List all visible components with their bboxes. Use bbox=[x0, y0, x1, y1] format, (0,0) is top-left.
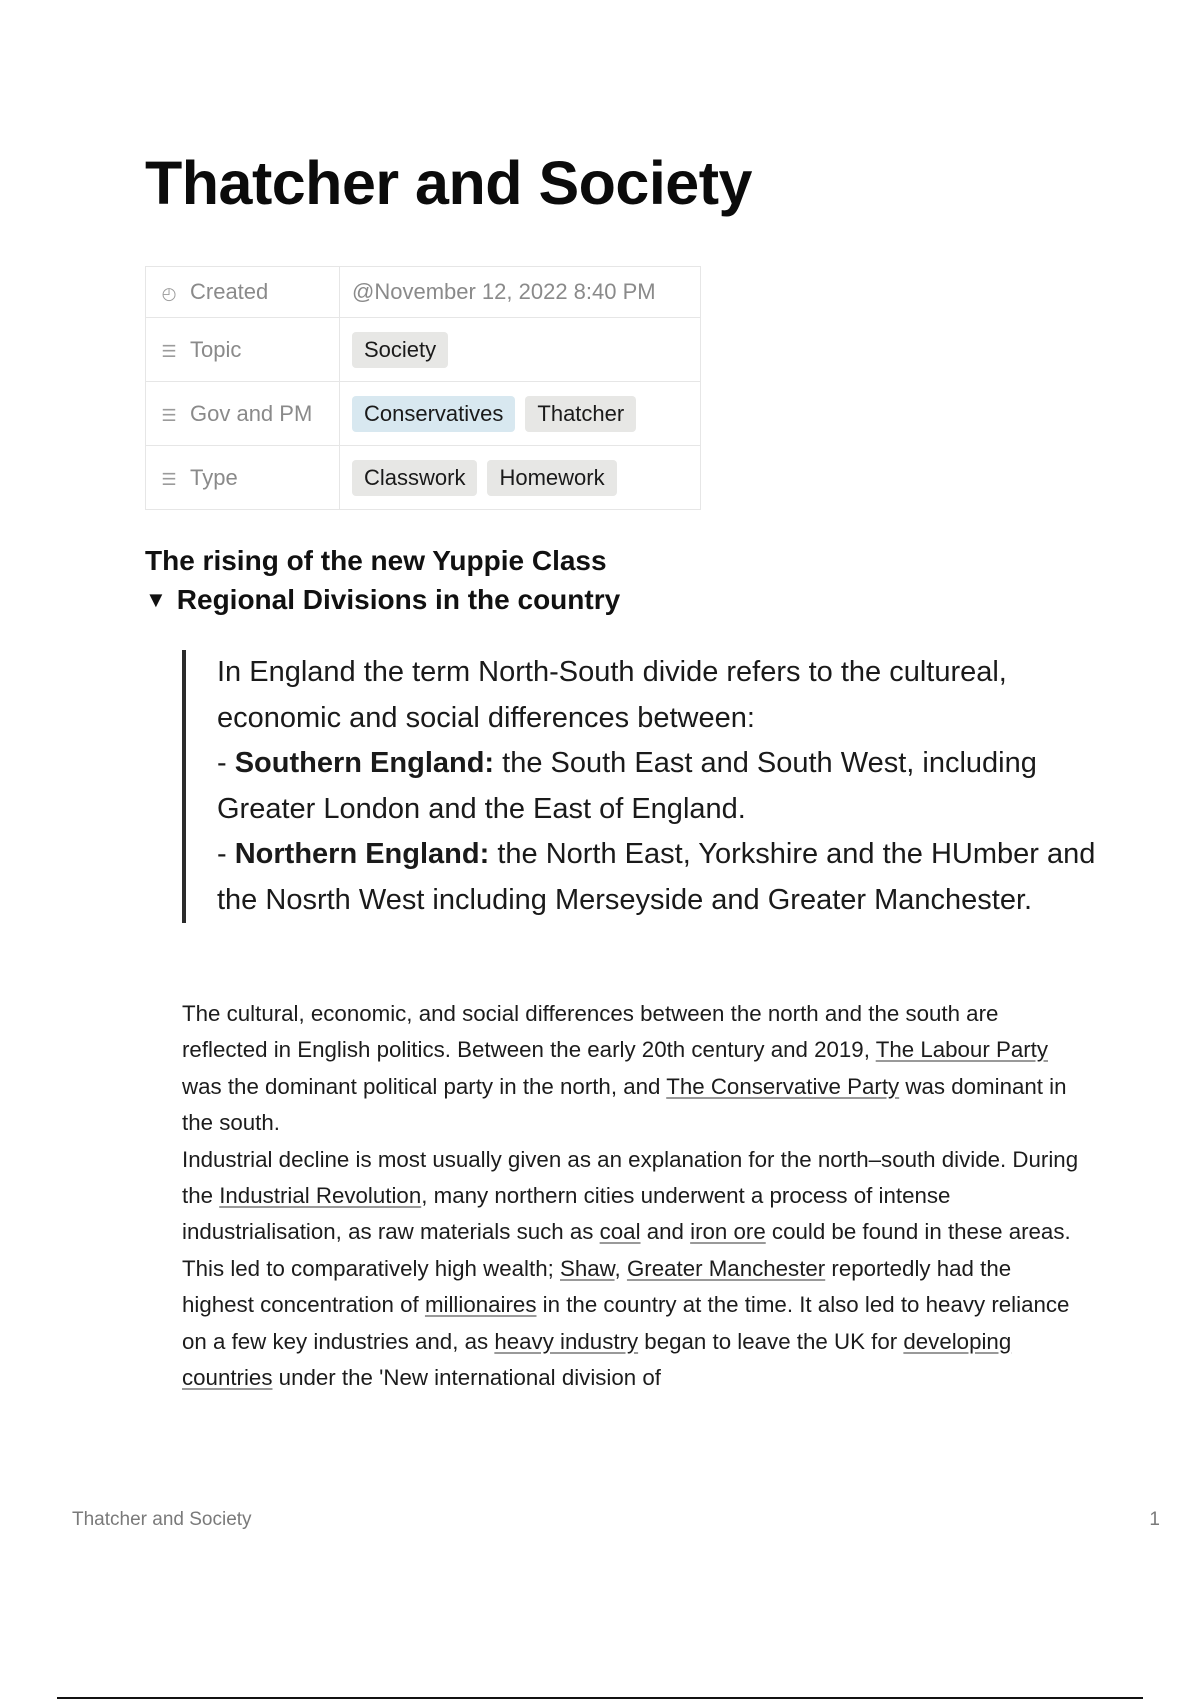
text-run: , bbox=[614, 1255, 627, 1281]
property-row-type bbox=[146, 446, 701, 510]
property-key-created[interactable] bbox=[146, 267, 340, 318]
link-industrial-revolution[interactable]: Industrial Revolution bbox=[219, 1183, 422, 1209]
property-value-topic[interactable] bbox=[340, 318, 701, 382]
quote-north-label: Northern England: bbox=[234, 838, 490, 870]
link-shaw[interactable]: Shaw bbox=[560, 1255, 615, 1281]
property-value-created[interactable]: @November 12, 2022 8:40 PM bbox=[340, 267, 701, 318]
heading-yuppie: The rising of the new Yuppie Class bbox=[145, 545, 607, 576]
quote-intro: In England the term North-South divide refers to the cultureal, economic and social differences between: bbox=[217, 656, 1007, 734]
tag-thatcher[interactable]: Thatcher bbox=[525, 396, 636, 432]
tag-homework[interactable]: Homework bbox=[487, 460, 616, 496]
clock-icon: ◴ bbox=[161, 284, 177, 303]
text-run: began to leave the UK for bbox=[638, 1328, 904, 1354]
property-label: Topic bbox=[190, 336, 242, 362]
body-text bbox=[182, 996, 1082, 1396]
footer-page-number: 1 bbox=[1149, 1509, 1160, 1530]
list-icon: ☰ bbox=[161, 405, 177, 425]
property-label: Created bbox=[190, 279, 269, 304]
property-row-created bbox=[146, 267, 701, 318]
property-label: Gov and PM bbox=[190, 400, 313, 426]
page-title: Thatcher and Society bbox=[145, 149, 752, 217]
property-value-gov[interactable] bbox=[340, 382, 701, 446]
link-developing-countries[interactable]: developing countries bbox=[182, 1328, 1012, 1391]
bottom-divider bbox=[57, 1697, 1143, 1699]
text-run: in the country at the time. It also led to heavy reliance on a few key industries and, as bbox=[182, 1292, 1070, 1354]
property-row-gov bbox=[146, 382, 701, 446]
tag-conservatives[interactable]: Conservatives bbox=[352, 396, 515, 432]
text-run: was the dominant political party in the north, and bbox=[182, 1073, 667, 1099]
toggle-heading-regional[interactable] bbox=[145, 584, 620, 616]
toggle-heading-label: Regional Divisions in the country bbox=[176, 584, 621, 615]
tag-classwork[interactable]: Classwork bbox=[352, 460, 477, 496]
quote-south-label: Southern England: bbox=[234, 747, 495, 779]
quote-south-text: the South East and South West, including Greater London and the East of England. bbox=[217, 747, 1037, 825]
text-run: , many northern cities underwent a process of intense industrialisation, as raw materials such as bbox=[182, 1183, 951, 1245]
paragraph-politics bbox=[182, 996, 1082, 1142]
property-key-type[interactable] bbox=[146, 446, 340, 510]
dash: - bbox=[217, 838, 235, 870]
footer-title: Thatcher and Society bbox=[72, 1509, 252, 1530]
properties-table bbox=[145, 266, 701, 510]
property-key-gov[interactable] bbox=[146, 382, 340, 446]
link-iron-ore[interactable]: iron ore bbox=[690, 1219, 766, 1245]
link-millionaires[interactable]: millionaires bbox=[424, 1292, 537, 1318]
text-run: could be found in these areas. This led to comparatively high wealth; bbox=[182, 1219, 1071, 1281]
link-labour-party[interactable]: The Labour Party bbox=[875, 1037, 1048, 1063]
property-label: Type bbox=[190, 464, 238, 490]
quote-block bbox=[182, 650, 1112, 923]
list-icon: ☰ bbox=[161, 341, 177, 361]
text-run: was dominant in the south. bbox=[182, 1073, 1067, 1136]
property-key-topic[interactable] bbox=[146, 318, 340, 382]
property-row-topic bbox=[146, 318, 701, 382]
text-run: Industrial decline is most usually given as an explanation for the north–south divide. During the bbox=[182, 1146, 1079, 1209]
quote-south-line bbox=[217, 741, 1112, 832]
text-run: and bbox=[640, 1219, 691, 1245]
toggle-triangle-icon[interactable]: ▼ bbox=[145, 587, 167, 612]
link-coal[interactable]: coal bbox=[599, 1219, 641, 1245]
quote-north-text: the North East, Yorkshire and the HUmber and the Nosrth West including Merseyside and Greater Manchester. bbox=[217, 838, 1096, 916]
text-run: The cultural, economic, and social differences between the north and the south are reflected in English politics. Between the early 20th century and 2019, bbox=[182, 1001, 999, 1063]
tag-society[interactable]: Society bbox=[352, 332, 448, 368]
property-value-type[interactable] bbox=[340, 446, 701, 510]
dash: - bbox=[217, 747, 235, 779]
paragraph-industry bbox=[182, 1142, 1082, 1397]
link-conservative-party[interactable]: The Conservative Party bbox=[666, 1073, 900, 1099]
list-icon: ☰ bbox=[161, 469, 177, 489]
text-run: reportedly had the highest concentration of bbox=[182, 1255, 1012, 1318]
link-heavy-industry[interactable]: heavy industry bbox=[494, 1328, 639, 1354]
quote-north-line bbox=[217, 832, 1112, 923]
text-run: under the 'New international division of bbox=[272, 1365, 661, 1391]
link-greater-manchester[interactable]: Greater Manchester bbox=[626, 1255, 826, 1281]
